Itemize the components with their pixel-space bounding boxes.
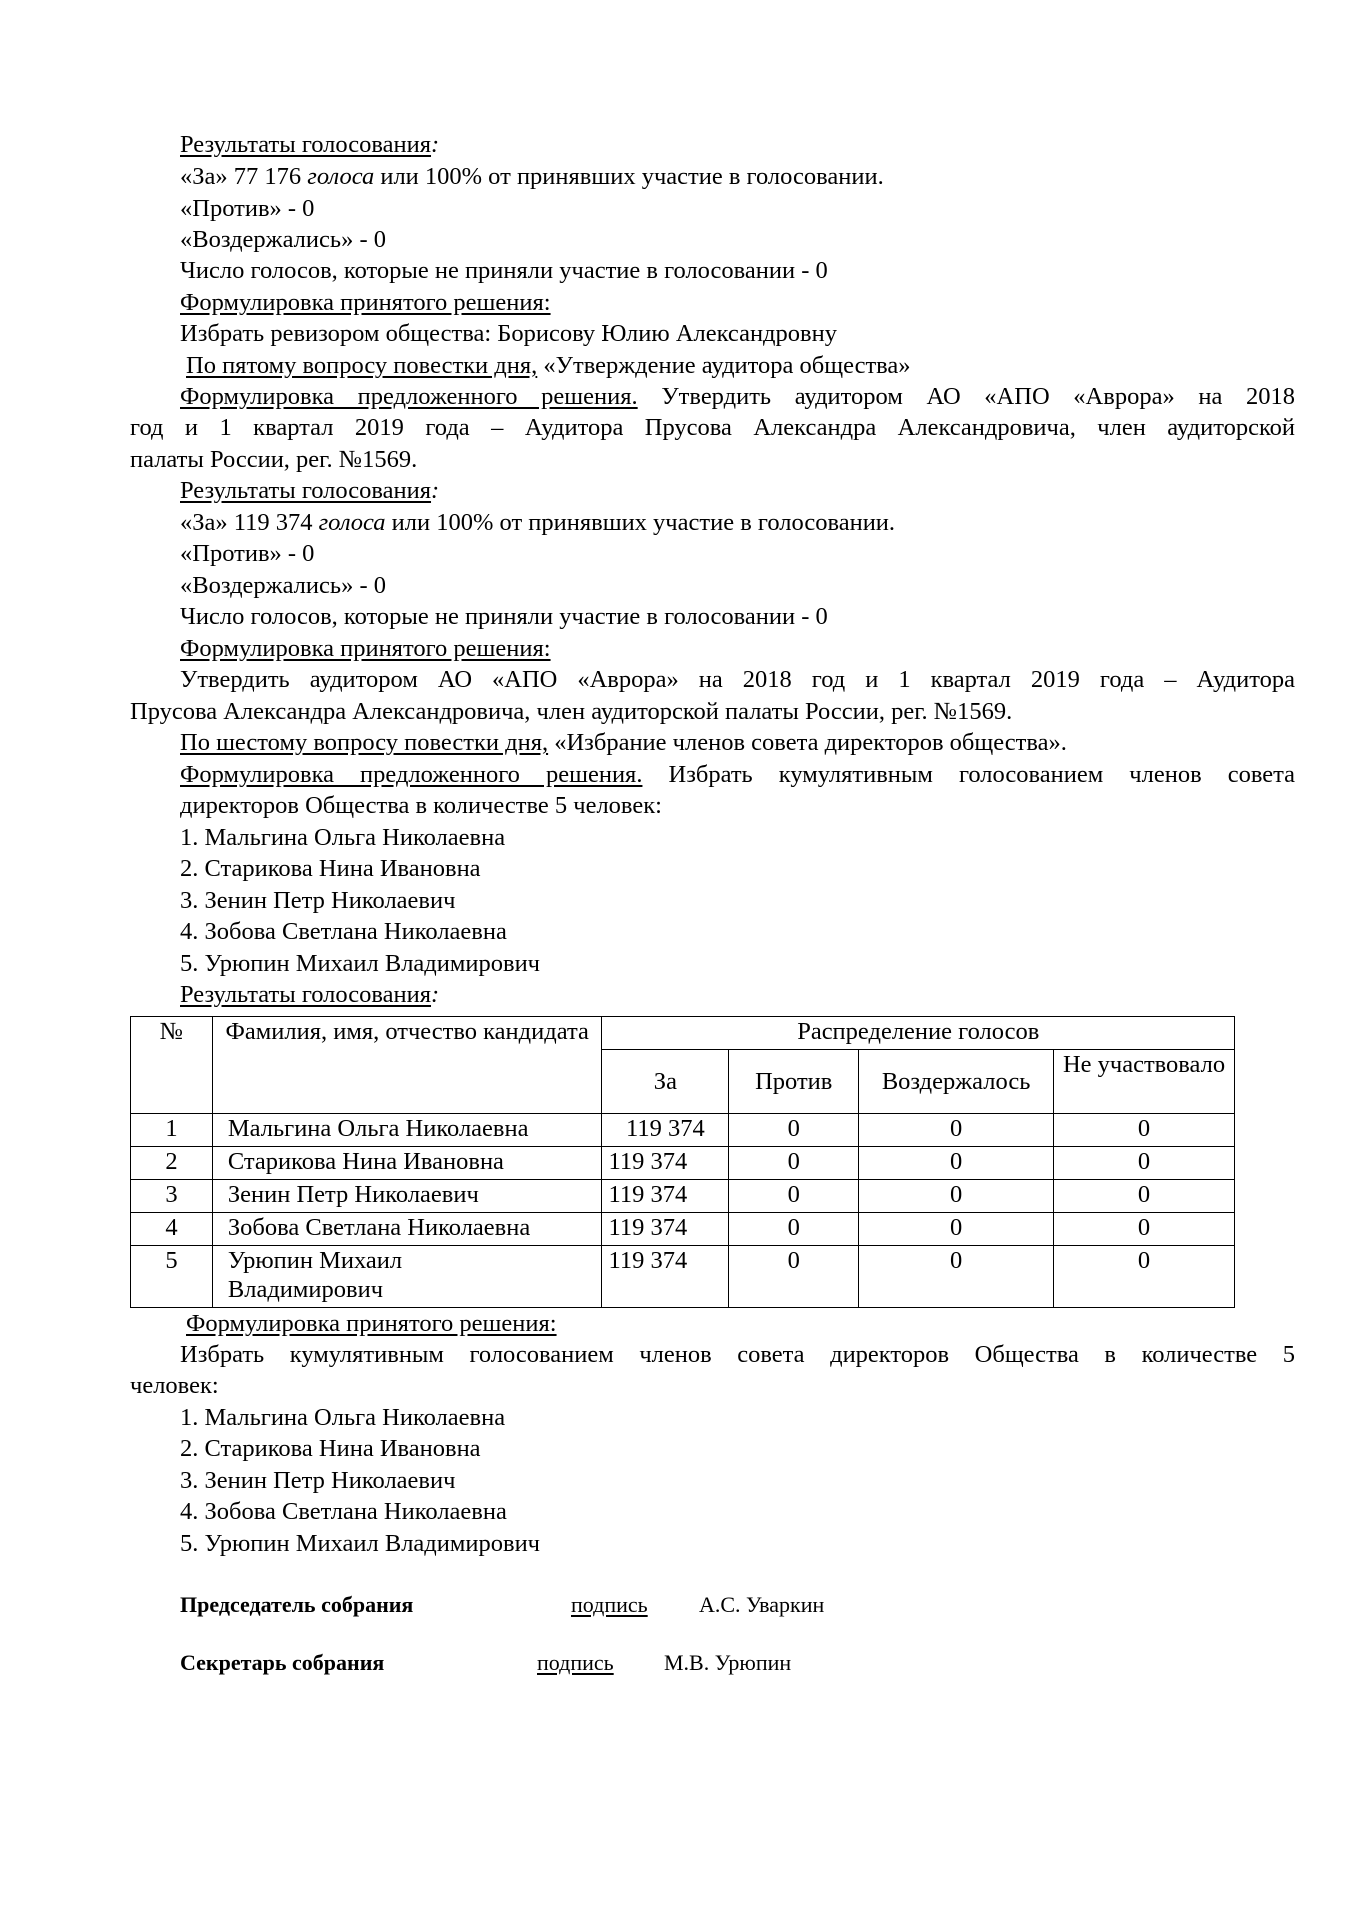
q4-abstained-line: «Воздержались» - 0 <box>180 226 386 253</box>
list-item: 1. Мальгина Ольга Николаевна <box>180 1404 506 1431</box>
table-row <box>131 1180 1235 1213</box>
cell-num: 5 <box>131 1246 213 1308</box>
cell-num: 3 <box>131 1180 213 1213</box>
list-item: 4. Зобова Светлана Николаевна <box>180 918 507 945</box>
table-row <box>131 1147 1235 1180</box>
cell-against: 0 <box>729 1213 859 1246</box>
list-item: 3. Зенин Петр Николаевич <box>180 887 456 914</box>
cell-against: 0 <box>729 1246 859 1308</box>
cell-name: Зенин Петр Николаевич <box>212 1180 602 1213</box>
q4-adopted-text: Избрать ревизором общества: Борисову Юлию Александровну <box>180 320 837 347</box>
cell-against: 0 <box>729 1147 859 1180</box>
header-abstained: Воздержалось <box>859 1050 1054 1114</box>
q6-heading: По шестому вопросу повестки дня, «Избрание членов совета директоров общества». <box>180 729 1067 756</box>
cell-for: 119 374 <box>602 1180 729 1213</box>
votes-table <box>130 1016 1235 1308</box>
cell-abstained: 0 <box>859 1213 1054 1246</box>
header-against: Против <box>729 1050 859 1114</box>
q5-adopted-line1: Утвердить аудитором АО «АПО «Аврора» на 2018 год и 1 квартал 2019 года – Аудитора <box>180 666 1295 693</box>
q6-adopted-line1: Избрать кумулятивным голосованием членов совета директоров Общества в количестве 5 <box>180 1341 1295 1368</box>
q5-heading: По пятому вопросу повестки дня, «Утверждение аудитора общества» <box>186 352 911 379</box>
header-distribution: Распределение голосов <box>602 1017 1235 1050</box>
q4-for-line: «За» 77 176 голоса или 100% от принявших участие в голосовании. <box>180 163 884 190</box>
cell-against: 0 <box>729 1114 859 1147</box>
q5-adopted-label: Формулировка принятого решения: <box>180 635 551 662</box>
q6-adopted-label: Формулировка принятого решения: <box>186 1310 557 1337</box>
chairman-name: А.С. Уваркин <box>699 1592 825 1617</box>
q6-results-heading: Результаты голосования: <box>180 981 440 1008</box>
header-num: № <box>131 1017 213 1114</box>
q4-against-line: «Против» - 0 <box>180 195 315 222</box>
cell-abstained: 0 <box>859 1147 1054 1180</box>
cell-num: 4 <box>131 1213 213 1246</box>
q6-proposed-line2: директоров Общества в количестве 5 человек: <box>180 792 662 819</box>
cell-abstained: 0 <box>859 1180 1054 1213</box>
q4-results-heading: Результаты голосования: <box>180 131 440 158</box>
q4-adopted-label: Формулировка принятого решения: <box>180 289 551 316</box>
cell-num: 1 <box>131 1114 213 1147</box>
q5-adopted-line2: Прусова Александра Александровича, член аудиторской палаты России, рег. №1569. <box>130 698 1013 725</box>
list-item: 1. Мальгина Ольга Николаевна <box>180 824 506 851</box>
cell-not-participated: 0 <box>1054 1180 1235 1213</box>
secretary-name: М.В. Урюпин <box>664 1650 792 1675</box>
q5-not-participated-line: Число голосов, которые не приняли участие в голосовании - 0 <box>180 603 828 630</box>
q5-results-heading: Результаты голосования: <box>180 477 440 504</box>
q4-not-participated-line: Число голосов, которые не приняли участие в голосовании - 0 <box>180 257 828 284</box>
header-not-participated: Не участвовало <box>1054 1050 1235 1114</box>
table-row <box>131 1114 1235 1147</box>
list-item: 5. Урюпин Михаил Владимирович <box>180 1530 540 1557</box>
secretary-signature: подпись <box>537 1650 614 1675</box>
list-item: 3. Зенин Петр Николаевич <box>180 1467 456 1494</box>
cell-not-participated: 0 <box>1054 1147 1235 1180</box>
cell-not-participated: 0 <box>1054 1114 1235 1147</box>
q5-against-line: «Против» - 0 <box>180 540 315 567</box>
q5-proposed-line1: Формулировка предложенного решения. Утвердить аудитором АО «АПО «Аврора» на 2018 <box>180 383 1296 410</box>
cell-not-participated: 0 <box>1054 1246 1235 1308</box>
chairman-title: Председатель собрания <box>180 1592 414 1617</box>
cell-not-participated: 0 <box>1054 1213 1235 1246</box>
cell-for: 119 374 <box>602 1213 729 1246</box>
cell-abstained: 0 <box>859 1114 1054 1147</box>
cell-name: Старикова Нина Ивановна <box>212 1147 602 1180</box>
cell-for: 119 374 <box>602 1147 729 1180</box>
header-name: Фамилия, имя, отчество кандидата <box>212 1017 602 1114</box>
cell-against: 0 <box>729 1180 859 1213</box>
cell-name: Урюпин Михаил Владимирович <box>212 1246 602 1308</box>
cell-num: 2 <box>131 1147 213 1180</box>
list-item: 5. Урюпин Михаил Владимирович <box>180 950 540 977</box>
q6-proposed-line1: Формулировка предложенного решения. Избрать кумулятивным голосованием членов совета <box>180 761 1295 788</box>
cell-name: Зобова Светлана Николаевна <box>212 1213 602 1246</box>
chairman-signature: подпись <box>571 1592 648 1617</box>
q5-abstained-line: «Воздержались» - 0 <box>180 572 386 599</box>
table-row <box>131 1213 1235 1246</box>
cell-name: Мальгина Ольга Николаевна <box>212 1114 602 1147</box>
q5-for-line: «За» 119 374 голоса или 100% от принявших участие в голосовании. <box>180 509 896 536</box>
list-item: 2. Старикова Нина Ивановна <box>180 855 481 882</box>
list-item: 2. Старикова Нина Ивановна <box>180 1435 481 1462</box>
q6-adopted-line2: человек: <box>130 1372 219 1399</box>
secretary-title: Секретарь собрания <box>180 1650 385 1675</box>
q5-proposed-line2: год и 1 квартал 2019 года – Аудитора Прусова Александра Александровича, член аудиторской <box>130 414 1295 441</box>
cell-for: 119 374 <box>602 1114 729 1147</box>
header-for: За <box>602 1050 729 1114</box>
table-row <box>131 1246 1235 1308</box>
q5-proposed-line3: палаты России, рег. №1569. <box>130 446 418 473</box>
cell-abstained: 0 <box>859 1246 1054 1308</box>
cell-for: 119 374 <box>602 1246 729 1308</box>
list-item: 4. Зобова Светлана Николаевна <box>180 1498 507 1525</box>
